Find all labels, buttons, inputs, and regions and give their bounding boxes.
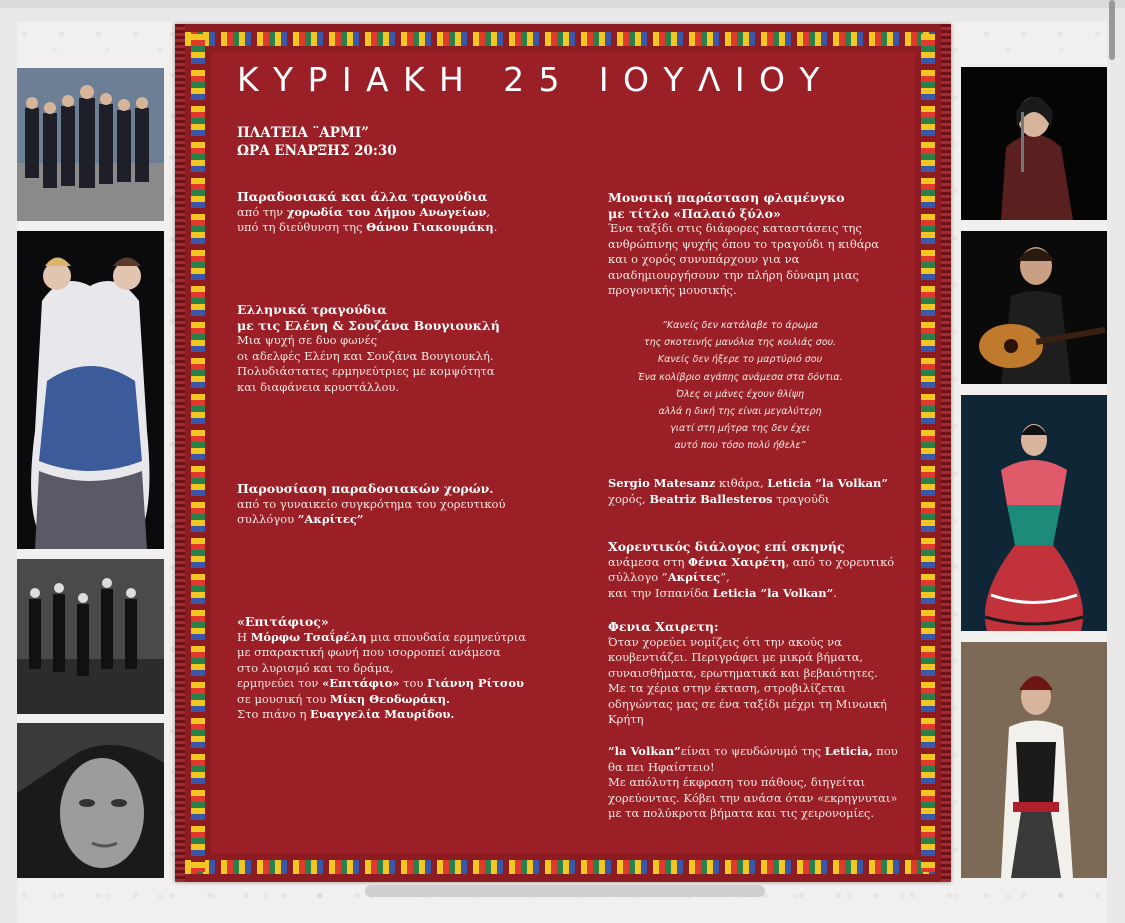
event-epitafios-line4: ερμηνεύει τον «Επιτάφιο» του Γιάννη Ρίτσου bbox=[237, 676, 525, 690]
carpet-border-bottom bbox=[185, 860, 941, 874]
carpet-fringe-left bbox=[175, 24, 185, 882]
venue-place: ΠΛΑΤΕΙΑ ¨ΑΡΜΙ” bbox=[237, 125, 369, 141]
event-flamenco bbox=[608, 190, 898, 299]
scrollbar-thumb[interactable] bbox=[1109, 0, 1115, 60]
fenia-bio-line1: Όταν χορεύει νομίζεις ότι την ακούς να bbox=[608, 634, 842, 649]
browser-top-strip bbox=[0, 0, 1125, 8]
event-greek-songs-title: Ελληνικά τραγούδια bbox=[237, 302, 387, 317]
volkan-bio-line1: ”la Volkan”είναι το ψευδώνυμό της Leticia, που bbox=[608, 744, 898, 758]
event-greek-songs-line4: και διαφάνεια κρυστάλλου. bbox=[237, 379, 400, 394]
event-epitafios-title: «Επιτάφιος» bbox=[237, 614, 329, 629]
dancers-photo bbox=[17, 559, 164, 714]
poem-line: αλλά η δική της είναι μεγαλύτερη bbox=[658, 406, 822, 418]
volkan-bio-line3: Με απόλυτη έκφραση του πάθους, διηγείται bbox=[608, 775, 866, 789]
fenia-bio bbox=[608, 619, 898, 728]
event-choir-title: Παραδοσιακά και άλλα τραγούδια bbox=[237, 189, 488, 204]
dance-dialogue-line2: σύλλογο ”Ακρίτες”, bbox=[608, 570, 730, 584]
venue-time: ΩΡΑ ΕΝΑΡΞΗΣ 20:30 bbox=[237, 143, 397, 159]
event-epitafios-line3: στο λυρισμό και το δράμα, bbox=[237, 660, 394, 675]
event-greek-songs-subtitle: με τις Ελένη & Σουζάνα Βουγιουκλή bbox=[237, 317, 500, 333]
event-greek-songs-line1: Μια ψυχή σε δυο φωνές bbox=[237, 333, 378, 347]
fenia-bio-title: Φενια Χαιρετη: bbox=[608, 619, 719, 634]
credits-line1: Sergio Matesanz κιθάρα, Leticia ”la Volkan” bbox=[608, 476, 888, 490]
cretan-dancer-photo bbox=[961, 642, 1107, 878]
event-greek-songs-line3: Πολυδιάστατες ερμηνεύτριες με κομψότητα bbox=[237, 364, 495, 378]
event-epitafios-line5: σε μουσική του Μίκη Θεοδωράκη. bbox=[237, 691, 450, 706]
event-greek-songs bbox=[237, 302, 567, 395]
carpet-fringe-right bbox=[941, 24, 951, 882]
event-epitafios-line6: Στο πιάνο η Ευαγγελία Μαυρίδου. bbox=[237, 707, 455, 721]
poem-line: αυτό που τόσο πολύ ήθελε” bbox=[674, 440, 806, 452]
carpet-border-left bbox=[191, 34, 205, 872]
event-dances bbox=[237, 481, 567, 528]
event-epitafios-line2: με σπαρακτική φωνή που ισορροπεί ανάμεσα bbox=[237, 645, 501, 659]
flamenco-singer-photo bbox=[961, 67, 1107, 220]
event-dances-line2: συλλόγου ”Ακρίτες” bbox=[237, 512, 364, 526]
singer-portrait-photo bbox=[17, 723, 164, 878]
sisters-dress-photo bbox=[17, 231, 164, 549]
event-flamenco-line3: και ο χορός συνυπάρχουν για να bbox=[608, 252, 800, 266]
event-greek-songs-line2: οι αδελφές Ελένη και Σουζάνα Βουγιουκλή. bbox=[237, 348, 494, 363]
event-dances-title: Παρουσίαση παραδοσιακών χορών. bbox=[237, 481, 494, 496]
volkan-bio-line5: με τα πολύκροτα βήματα και τις χειρονομίες. bbox=[608, 806, 875, 820]
page-title: ΚΥΡΙΑΚΗ 25 ΙΟΥΛΙΟΥ bbox=[237, 60, 834, 99]
poem-quote bbox=[610, 317, 870, 455]
fenia-bio-line6: Κρήτη bbox=[608, 712, 644, 726]
carpet-border-right bbox=[921, 34, 935, 872]
fenia-bio-line5: οδηγώντας μας σε ένα ταξίδι μέχρι τη Μινωική bbox=[608, 696, 887, 711]
volkan-bio-line4: χορεύοντας. Κόβει την ανάσα όταν «εκρηγνυται» bbox=[608, 790, 898, 805]
poem-line: γιατί στη μήτρα της δεν έχει bbox=[670, 423, 810, 435]
poem-line: Ένα κολίβριο αγάπης ανάμεσα στα δόντια. bbox=[637, 371, 843, 383]
volkan-bio bbox=[608, 744, 898, 822]
fenia-bio-line3: συναισθήματα, ερωτηματικά και βεβαιότητες. bbox=[608, 665, 878, 680]
guitarist-photo bbox=[961, 231, 1107, 384]
event-epitafios-line1: Η Μόρφω Τσαΐρέλη μια σπουδαία ερμηνεύτρια bbox=[237, 629, 527, 644]
event-flamenco-line1: Ένα ταξίδι στις διάφορες καταστάσεις της bbox=[608, 221, 862, 235]
poem-line: ”Κανείς δεν κατάλαβε το άρωμα bbox=[662, 320, 818, 331]
credits-line2: χορός, Beatriz Ballesteros τραγούδι bbox=[608, 491, 830, 506]
poem-line: Όλες οι μάνες έχουν θλίψη bbox=[675, 388, 805, 400]
event-dance-dialogue-title: Χορευτικός διάλογος επί σκηνής bbox=[608, 539, 845, 554]
event-epitafios bbox=[237, 614, 567, 723]
event-choir-line1: από την χορωδία του Δήμου Ανωγείων, bbox=[237, 204, 491, 219]
carpet-border-top bbox=[185, 32, 941, 46]
event-flamenco-line2: ανθρώπινης ψυχής όπου το τραγούδι η κιθάρα bbox=[608, 236, 880, 251]
dance-dialogue-line1: ανάμεσα στη Φένια Χαιρέτη, από το χορευτικό bbox=[608, 554, 895, 569]
choir-photo bbox=[17, 68, 164, 221]
dance-dialogue-line3: και την Ισπανίδα Leticia ”la Volkan”. bbox=[608, 585, 837, 600]
volkan-bio-line2: θα πει Ηφαίστειο! bbox=[608, 759, 715, 774]
performers-credits bbox=[608, 476, 898, 507]
event-flamenco-subtitle: με τίτλο «Παλαιό ξύλο» bbox=[608, 205, 781, 221]
fenia-bio-line2: κουβεντιάζει. Περιγράφει με μικρά βήματα, bbox=[608, 650, 864, 664]
poem-line: Κανείς δεν ήξερε το μαρτύριό σου bbox=[657, 354, 823, 366]
fenia-bio-line4: Με τα χέρια στην έκταση, στροβιλίζεται bbox=[608, 681, 846, 695]
event-flamenco-line4: αναδημιουργήσουν την πλήρη δύναμη μιας bbox=[608, 267, 859, 282]
event-flamenco-line5: προγονικής μουσικής. bbox=[608, 283, 737, 297]
event-choir-line2: υπό τη διεύθυνση της Θάνου Γιακουμάκη. bbox=[237, 220, 498, 234]
event-dances-line1: από το γυναικείο συγκρότημα του χορευτικού bbox=[237, 496, 506, 511]
event-flamenco-title: Μουσική παράσταση φλαμένγκο bbox=[608, 190, 845, 205]
flamenco-dancer-photo bbox=[961, 395, 1107, 631]
event-dance-dialogue bbox=[608, 539, 898, 601]
venue-block bbox=[237, 124, 397, 160]
poem-line: της σκοτεινής μανόλια της κοιλιάς σου. bbox=[643, 337, 837, 349]
horizontal-scrollbar[interactable] bbox=[365, 885, 765, 897]
event-choir bbox=[237, 189, 567, 236]
